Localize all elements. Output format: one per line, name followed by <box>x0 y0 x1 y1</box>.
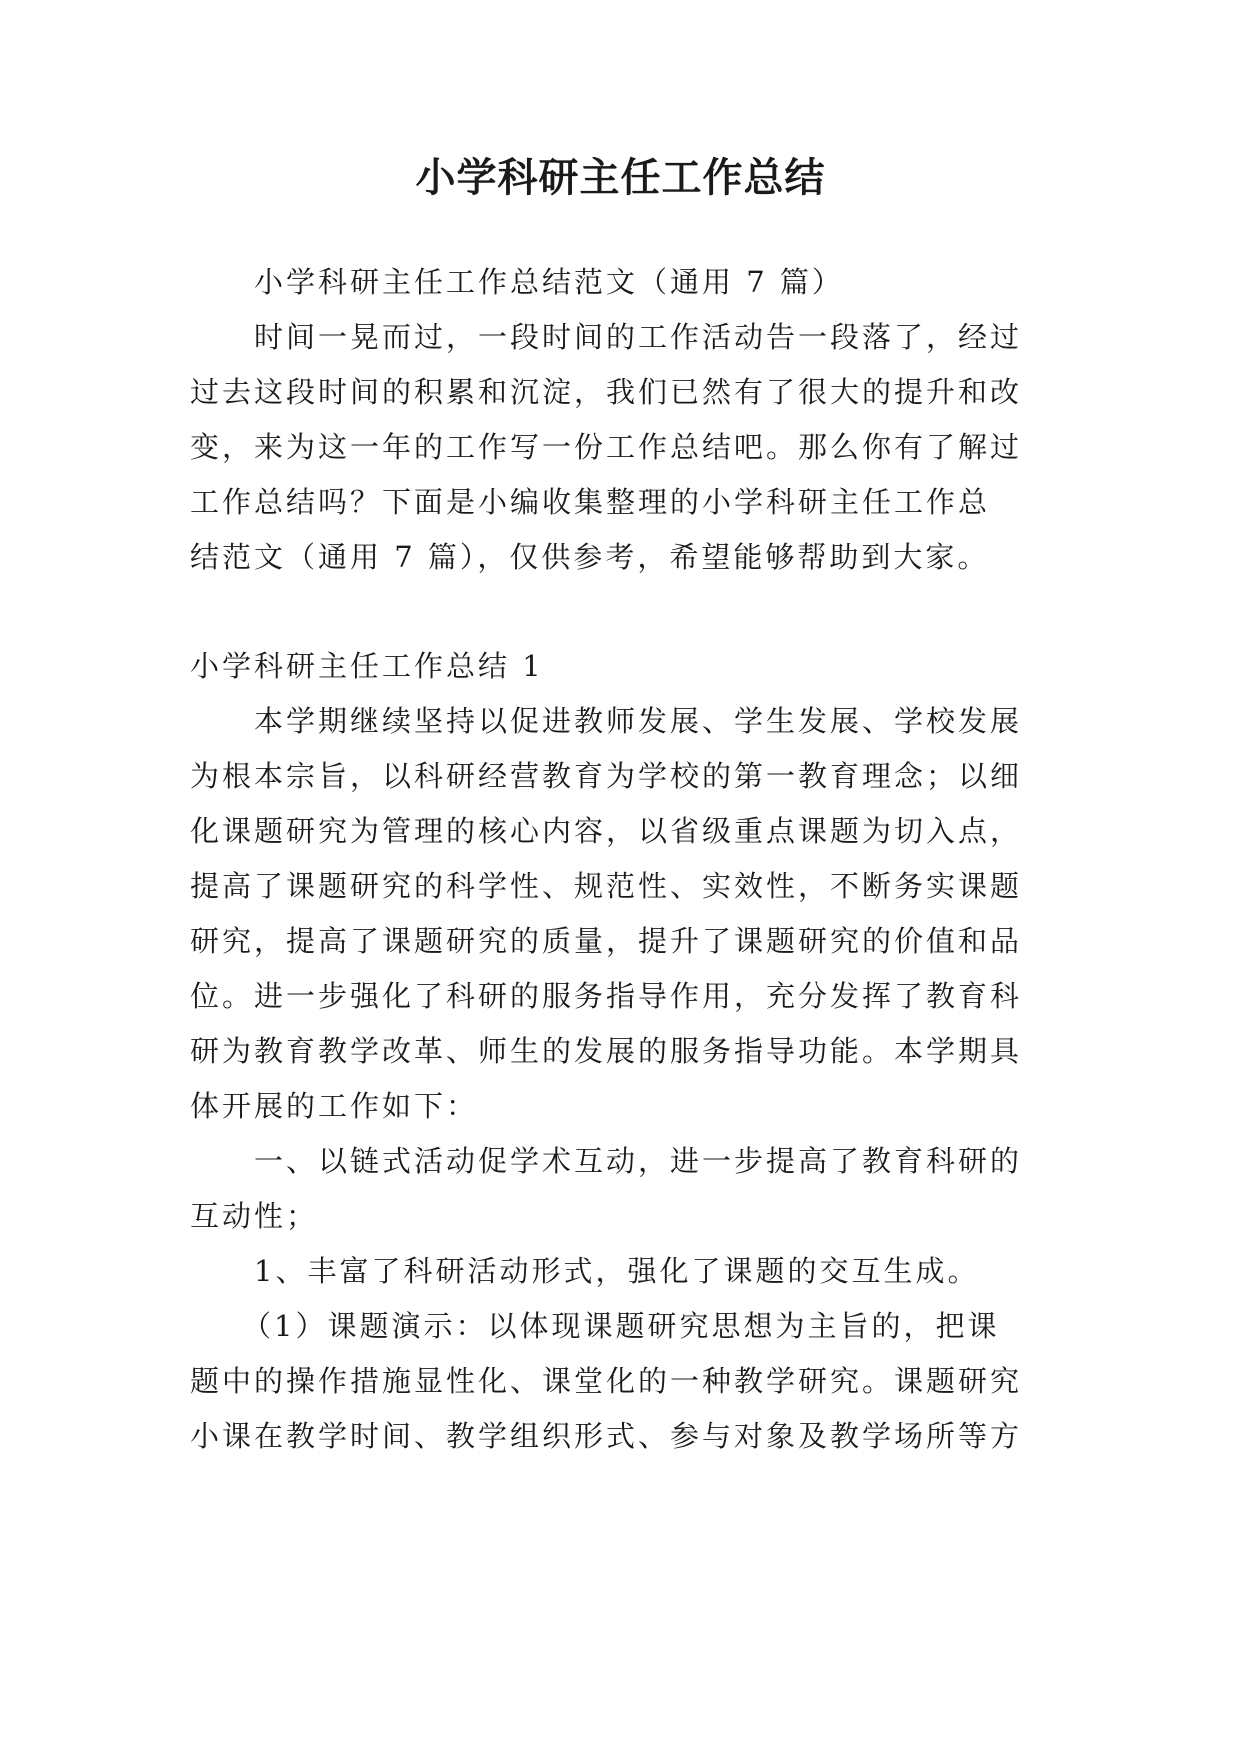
paragraph-line: 为根本宗旨，以科研经营教育为学校的第一教育理念；以细 <box>190 759 1023 793</box>
paragraph-line: 小课在教学时间、教学组织形式、参与对象及教学场所等方 <box>190 1419 1023 1453</box>
paragraph-line: 一、以链式活动促学术互动，进一步提高了教育科研的 <box>254 1144 1023 1178</box>
paragraph-line: 位。进一步强化了科研的服务指导作用，充分发挥了教育科 <box>190 979 1023 1013</box>
paragraph-line: 化课题研究为管理的核心内容，以省级重点课题为切入点， <box>190 814 1023 848</box>
paragraph-line: 结范文（通用 7 篇），仅供参考，希望能够帮助到大家。 <box>190 540 990 574</box>
paragraph-line: 题中的操作措施显性化、课堂化的一种教学研究。课题研究 <box>190 1364 1023 1398</box>
paragraph-line: 研为教育教学改革、师生的发展的服务指导功能。本学期具 <box>190 1034 1023 1068</box>
paragraph-line: 本学期继续坚持以促进教师发展、学生发展、学校发展 <box>254 704 1023 738</box>
paragraph-line: 工作总结吗？下面是小编收集整理的小学科研主任工作总 <box>190 485 991 519</box>
paragraph-line: 研究，提高了课题研究的质量，提升了课题研究的价值和品 <box>190 924 1023 958</box>
section-heading: 小学科研主任工作总结 1 <box>190 649 544 683</box>
paragraph-line: 变，来为这一年的工作写一份工作总结吧。那么你有了解过 <box>190 430 1023 464</box>
paragraph-line: 过去这段时间的积累和沉淀，我们已然有了很大的提升和改 <box>190 375 1023 409</box>
paragraph-line: 时间一晃而过，一段时间的工作活动告一段落了，经过 <box>254 320 1023 354</box>
subtitle-line: 小学科研主任工作总结范文（通用 7 篇） <box>254 265 844 299</box>
paragraph-line: 1、丰富了科研活动形式，强化了课题的交互生成。 <box>254 1254 980 1288</box>
paragraph-line: 体开展的工作如下： <box>190 1089 479 1123</box>
paragraph-line: （1）课题演示：以体现课题研究思想为主旨的，把课 <box>242 1309 1000 1343</box>
paragraph-line: 互动性； <box>190 1199 319 1233</box>
document-title: 小学科研主任工作总结 <box>415 154 826 201</box>
paragraph-line: 提高了课题研究的科学性、规范性、实效性，不断务实课题 <box>190 869 1023 903</box>
